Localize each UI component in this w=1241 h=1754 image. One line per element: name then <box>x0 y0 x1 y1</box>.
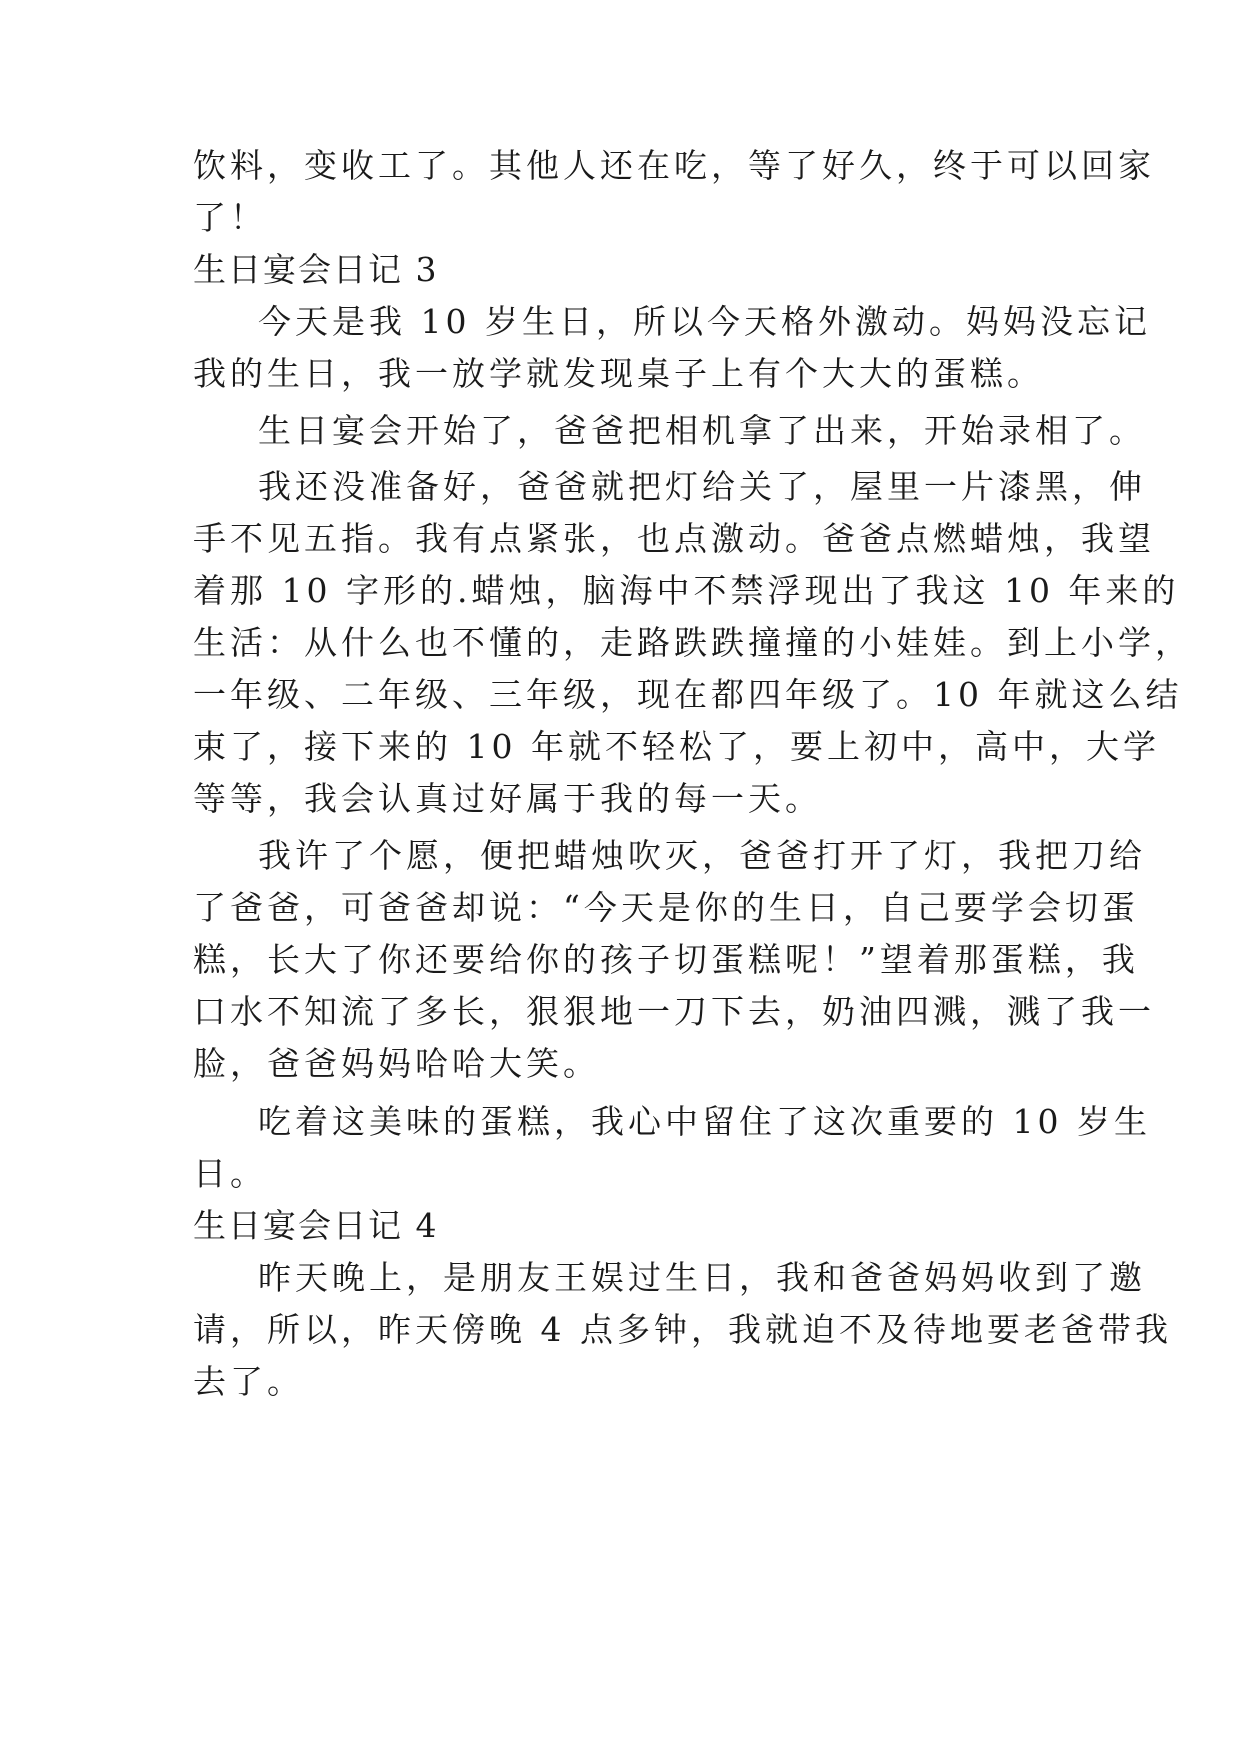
paragraph-line: 我还没准备好，爸爸就把灯给关了，屋里一片漆黑，伸 <box>258 467 1146 506</box>
paragraph-line: 今天是我 10 岁生日，所以今天格外激动。妈妈没忘记 <box>258 302 1151 341</box>
paragraph-line: 糕，长大了你还要给你的孩子切蛋糕呢！”望着那蛋糕，我 <box>193 940 1139 979</box>
paragraph-line: 昨天晚上，是朋友王娱过生日，我和爸爸妈妈收到了邀 <box>258 1258 1146 1297</box>
paragraph-line: 我的生日，我一放学就发现桌子上有个大大的蛋糕。 <box>193 354 1044 393</box>
paragraph-line: 请，所以，昨天傍晚 4 点多钟，我就迫不及待地要老爸带我 <box>193 1310 1172 1349</box>
paragraph-line: 生活：从什么也不懂的，走路跌跌撞撞的小娃娃。到上小学， <box>193 623 1192 662</box>
paragraph-line: 去了。 <box>193 1362 304 1401</box>
paragraph-line: 日。 <box>193 1154 267 1193</box>
paragraph-line: 着那 10 字形的.蜡烛，脑海中不禁浮现出了我这 10 年来的 <box>193 571 1180 610</box>
paragraph-line: 饮料，变收工了。其他人还在吃，等了好久，终于可以回家 <box>193 146 1155 185</box>
paragraph-line: 生日宴会开始了，爸爸把相机拿了出来，开始录相了。 <box>258 411 1146 450</box>
paragraph-line: 等等，我会认真过好属于我的每一天。 <box>193 779 822 818</box>
paragraph-line: 一年级、二年级、三年级，现在都四年级了。10 年就这么结 <box>193 675 1183 714</box>
paragraph-line: 脸，爸爸妈妈哈哈大笑。 <box>193 1044 600 1083</box>
paragraph-line: 手不见五指。我有点紧张，也点激动。爸爸点燃蜡烛，我望 <box>193 519 1155 558</box>
paragraph-line: 我许了个愿，便把蜡烛吹灭，爸爸打开了灯，我把刀给 <box>258 836 1146 875</box>
paragraph-line: 了爸爸，可爸爸却说：“今天是你的生日，自己要学会切蛋 <box>193 888 1139 927</box>
paragraph-line: 吃着这美味的蛋糕，我心中留住了这次重要的 10 岁生 <box>258 1102 1151 1141</box>
paragraph-line: 了！ <box>193 198 267 237</box>
paragraph-line: 口水不知流了多长，狠狠地一刀下去，奶油四溅，溅了我一 <box>193 992 1155 1031</box>
section-heading-4: 生日宴会日记 4 <box>193 1206 439 1245</box>
paragraph-line: 束了，接下来的 10 年就不轻松了，要上初中，高中，大学 <box>193 727 1160 766</box>
section-heading-3: 生日宴会日记 3 <box>193 250 439 289</box>
